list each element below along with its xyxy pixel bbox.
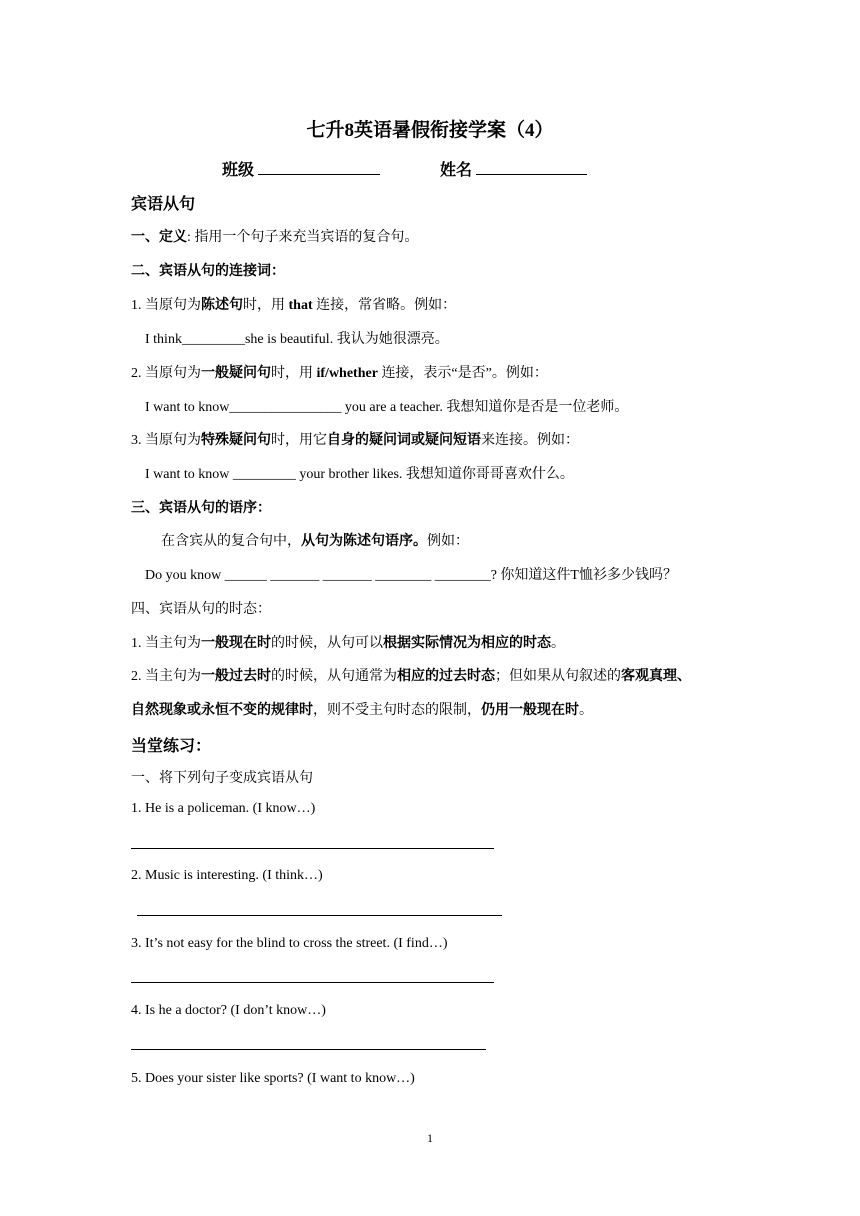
practice-heading: 当堂练习： [131, 738, 212, 755]
class-blank[interactable] [258, 174, 380, 175]
class-label: 班级 [222, 162, 255, 179]
tense-item-2-continued: 自然现象或永恒不变的规律时，则不受主句时态的限制，仍用一般现在时。 [131, 703, 593, 718]
connectives-heading: 二、宾语从句的连接词： [131, 264, 285, 279]
word-order-example: Do you know ______ _______ _______ ________ ________? 你知道这件T恤衫多少钱吗？ [145, 568, 677, 583]
definition-term: 定义 [159, 230, 187, 245]
section-title: 宾语从句 [131, 196, 196, 213]
answer-line-4[interactable] [131, 1049, 486, 1050]
definition-prefix: 一、 [131, 230, 159, 245]
question-1: 1. He is a policeman. (I know…) [131, 801, 316, 816]
question-2: 2. Music is interesting. (I think…) [131, 868, 323, 883]
example-1: I think_________she is beautiful. 我认为她很漂亮。 [145, 332, 449, 347]
page-number: 1 [427, 1131, 433, 1145]
name-blank[interactable] [476, 174, 587, 175]
answer-line-1[interactable] [131, 848, 494, 849]
tense-heading: 四、宾语从句的时态： [131, 602, 271, 617]
question-3: 3. It’s not easy for the blind to cross the street. (I find…) [131, 936, 448, 951]
connective-item-2: 2. 当原句为一般疑问句时，用 if/whether 连接，表示“是否”。例如： [131, 366, 548, 381]
name-label: 姓名 [440, 162, 473, 179]
answer-line-2[interactable] [137, 915, 502, 916]
connective-item-3: 3. 当原句为特殊疑问句时，用它自身的疑问词或疑问短语来连接。例如： [131, 433, 579, 448]
example-2: I want to know________________ you are a teacher. 我想知道你是否是一位老师。 [145, 400, 629, 415]
tense-item-2: 2. 当主句为一般过去时的时候，从句通常为相应的过去时态；但如果从句叙述的客观真理、 [131, 669, 691, 684]
answer-line-3[interactable] [131, 982, 494, 983]
connective-item-1: 1. 当原句为陈述句时，用 that 连接，常省略。例如： [131, 298, 457, 313]
definition-text: : 指用一个句子来充当宾语的复合句。 [187, 230, 419, 245]
word-order-heading: 三、宾语从句的语序： [131, 501, 271, 516]
page-title: 七升8英语暑假衔接学案（4） [306, 120, 554, 141]
question-4: 4. Is he a doctor? (I don’t know…) [131, 1003, 326, 1018]
question-5: 5. Does your sister like sports? (I want to know…) [131, 1071, 415, 1086]
tense-item-1: 1. 当主句为一般现在时的时候，从句可以根据实际情况为相应的时态。 [131, 636, 565, 651]
word-order-text: 在含宾从的复合句中，从句为陈述句语序。例如： [161, 534, 469, 549]
practice-instruction: 一、将下列句子变成宾语从句 [131, 771, 313, 786]
example-3: I want to know _________ your brother likes. 我想知道你哥哥喜欢什么。 [145, 467, 574, 482]
definition-line [131, 226, 418, 246]
